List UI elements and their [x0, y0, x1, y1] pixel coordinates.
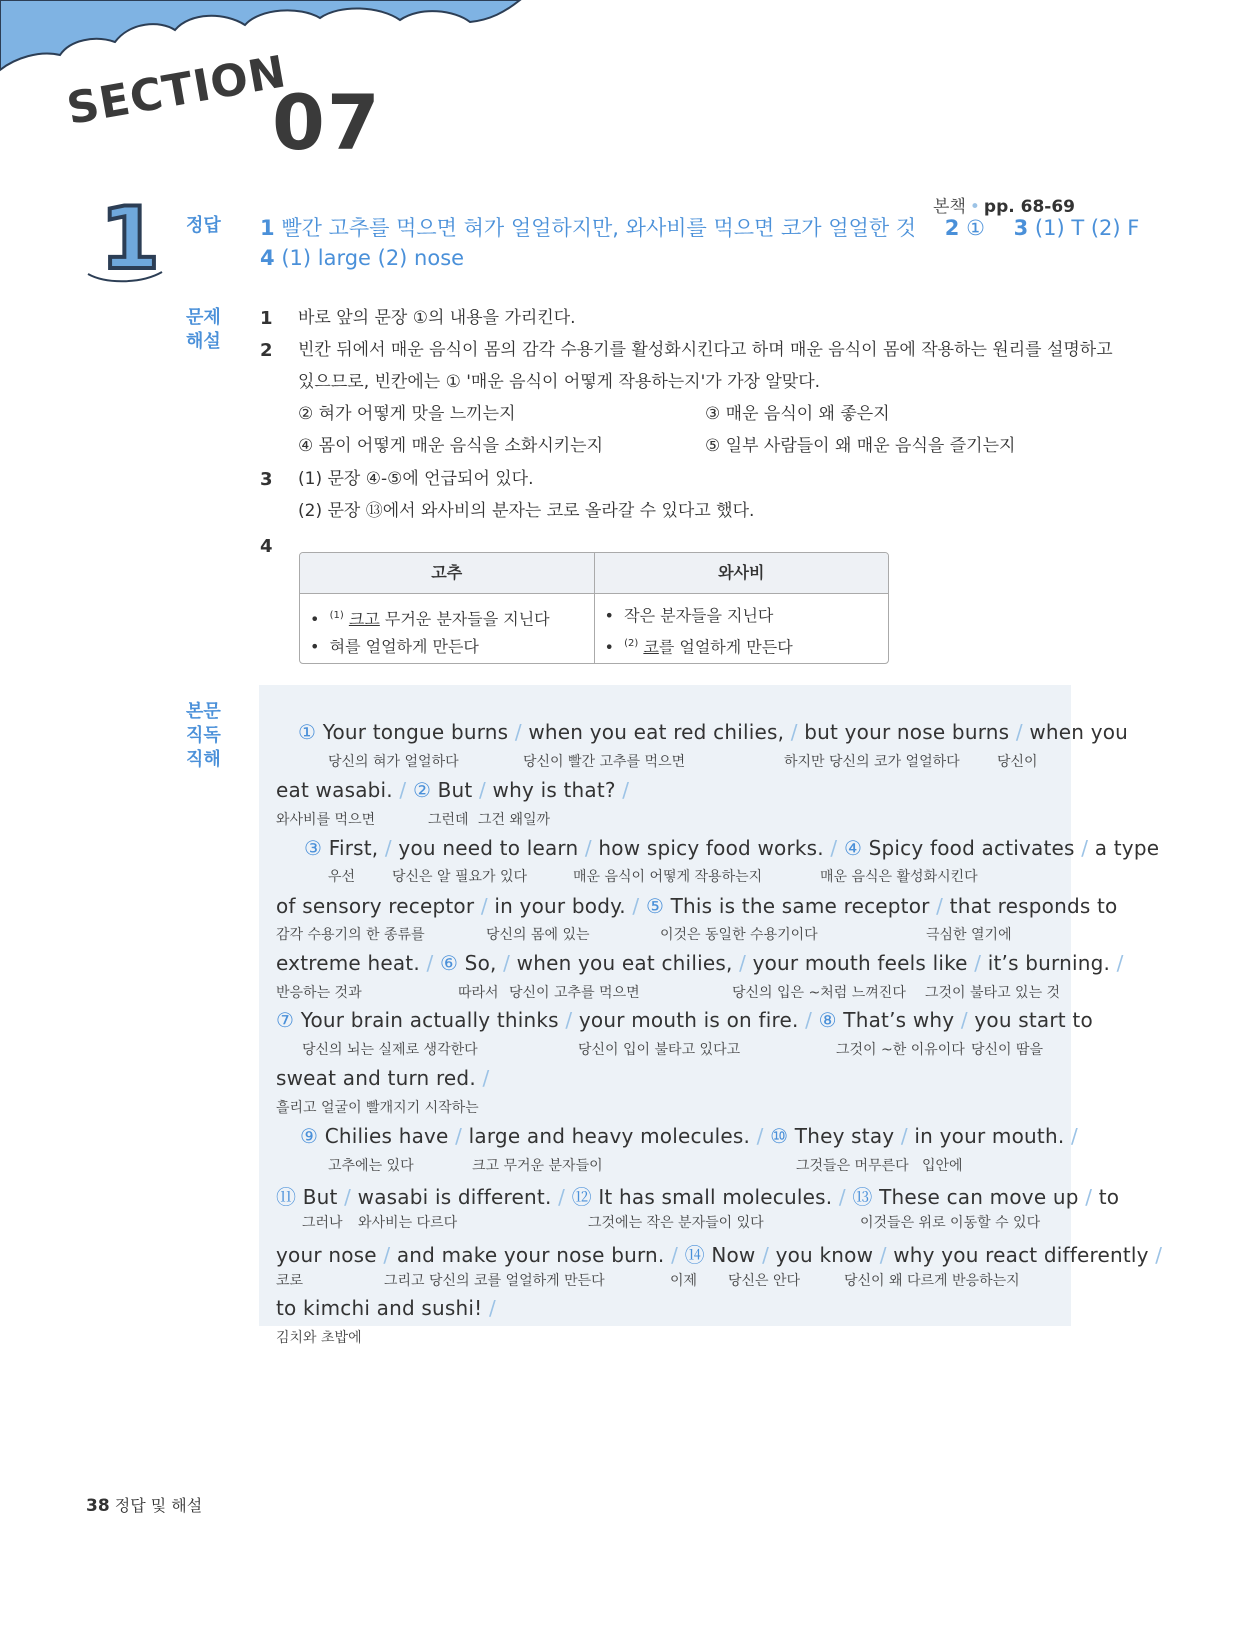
section-number: 07 [272, 78, 382, 167]
explanation-2-number: 2 [260, 340, 273, 361]
gloss-4c: 이것은 동일한 수용기이다 [660, 927, 818, 943]
answer-line-2: 4 (1) large (2) nose [260, 246, 465, 270]
explanation-3-line-1: (1) 문장 ④-⑤에 언급되어 있다. [298, 469, 534, 489]
gloss-2c: 그건 왜일까 [478, 812, 551, 828]
reading-line-11: to kimchi and sushi! / [276, 1296, 496, 1320]
gloss-4b: 당신의 몸에 있는 [486, 927, 590, 943]
gloss-3c: 매운 음식이 어떻게 작용하는지 [573, 869, 763, 885]
table-cell-chili: • $^{(1)}$ 크고 무거운 분자들을 지닌다 • 혀를 얼얼하게 만든다 [300, 594, 595, 664]
gloss-5e: 그것이 불타고 있는 것 [925, 985, 1061, 1001]
gloss-8d: 입안에 [922, 1158, 963, 1174]
option-5: ⑤ 일부 사람들이 왜 매운 음식을 즐기는지 [705, 436, 1016, 456]
gloss-5b: 따라서 [458, 985, 499, 1001]
explanation-3-number: 3 [260, 469, 273, 490]
comparison-table [299, 552, 889, 664]
reading-line-1: ① Your tongue burns / when you eat red chilies, / but your nose burns / when you [298, 720, 1129, 744]
explanation-1: 바로 앞의 문장 ①의 내용을 가리킨다. [298, 308, 576, 328]
gloss-8a: 고추에는 있다 [328, 1158, 414, 1174]
table-cell-wasabi: • 작은 분자들을 지닌다 • $^{(2)}$ 코를 얼얼하게 만든다 [604, 606, 793, 657]
gloss-3a: 우선 [328, 869, 356, 885]
reading-line-9: ⑪ But / wasabi is different. / ⑫ It has small molecules. / ⑬ These can move up / to [276, 1185, 1120, 1209]
explanation-4-number: 4 [260, 536, 273, 557]
gloss-1a: 당신의 혀가 얼얼하다 [328, 754, 459, 770]
answer-line-1: 1 빨간 고추를 먹으면 혀가 얼얼하지만, 와사비를 먹으면 코가 얼얼한 것 2 ① 3 (1) T (2) F [260, 216, 1140, 240]
gloss-1d: 당신이 [997, 754, 1038, 770]
page-footer: 38 정답 및 해설 [86, 1496, 203, 1516]
reading-line-10: your nose / and make your nose burn. / ⑭ Now / you know / why you react differently / [276, 1243, 1163, 1267]
gloss-2a: 와사비를 먹으면 [276, 812, 376, 828]
gloss-3b: 당신은 알 필요가 있다 [392, 869, 528, 885]
gloss-8b: 크고 무거운 분자들이 [472, 1158, 603, 1174]
gloss-1b: 당신이 빨간 고추를 먹으면 [523, 754, 686, 770]
page-reference: 본책 • pp. 68-69 [933, 197, 1075, 217]
option-3: ③ 매운 음식이 왜 좋은지 [705, 404, 890, 424]
gloss-10d: 당신은 안다 [728, 1273, 801, 1289]
gloss-10c: 이제 [670, 1273, 698, 1289]
gloss-9d: 이것들은 위로 이동할 수 있다 [860, 1215, 1041, 1231]
gloss-6a: 당신의 뇌는 실제로 생각한다 [302, 1042, 478, 1058]
explanation-1-number: 1 [260, 308, 273, 329]
reading-line-5: extreme heat. / ⑥ So, / when you eat chilies, / your mouth feels like / it’s burning. / [276, 951, 1124, 975]
gloss-1c: 하지만 당신의 코가 얼얼하다 [784, 754, 960, 770]
answer-label: 정답 [186, 215, 221, 236]
gloss-4a: 감각 수용기의 한 종류를 [276, 927, 425, 943]
gloss-9a: 그러나 [302, 1215, 343, 1231]
reading-label: 본문 직독 직해 [186, 701, 221, 770]
explanation-2-line-1: 빈칸 뒤에서 매운 음식이 몸의 감각 수용기를 활성화시킨다고 하며 매운 음식이 몸에 작용하는 원리를 설명하고 [298, 340, 1113, 360]
item-number-underline [86, 266, 166, 286]
reading-line-7: sweat and turn red. / [276, 1066, 490, 1090]
gloss-11a: 김치와 초밥에 [276, 1330, 362, 1346]
gloss-6d: 당신이 땀을 [971, 1042, 1044, 1058]
item-number: 1 [100, 189, 160, 289]
explanation-3-line-2: (2) 문장 ⑬에서 와사비의 분자는 코로 올라갈 수 있다고 했다. [298, 501, 755, 521]
gloss-9c: 그것에는 작은 분자들이 있다 [588, 1215, 764, 1231]
reading-line-2: eat wasabi. / ② But / why is that? / [276, 778, 630, 802]
reading-line-6: ⑦ Your brain actually thinks / your mouth is on fire. / ⑧ That’s why / you start to [276, 1008, 1093, 1032]
option-2: ② 혀가 어떻게 맛을 느끼는지 [298, 404, 516, 424]
table-header-wasabi: 와사비 [718, 563, 765, 582]
gloss-3d: 매운 음식은 활성화시킨다 [820, 869, 978, 885]
gloss-4d: 극심한 열기에 [926, 927, 1012, 943]
gloss-7a: 흘리고 얼굴이 빨개지기 시작하는 [276, 1100, 479, 1116]
gloss-2b: 그런데 [428, 812, 469, 828]
section-word: SECTION [63, 46, 291, 135]
explanation-2-line-2: 있으므로, 빈칸에는 ① '매운 음식이 어떻게 작용하는지'가 가장 알맞다. [298, 372, 821, 392]
gloss-10a: 코로 [276, 1273, 304, 1289]
explanation-label: 문제 해설 [186, 307, 221, 352]
gloss-6b: 당신이 입이 불타고 있다고 [578, 1042, 741, 1058]
gloss-10e: 당신이 왜 다르게 반응하는지 [844, 1273, 1020, 1289]
gloss-10b: 그리고 당신의 코를 얼얼하게 만든다 [384, 1273, 605, 1289]
gloss-5a: 반응하는 것과 [276, 985, 362, 1001]
table-header-chili: 고추 [300, 553, 595, 593]
gloss-8c: 그것들은 머무른다 [796, 1158, 909, 1174]
gloss-6c: 그것이 ~한 이유이다 [836, 1042, 965, 1058]
reading-line-8: ⑨ Chilies have / large and heavy molecules. / ⑩ They stay / in your mouth. / [300, 1124, 1078, 1148]
option-4: ④ 몸이 어떻게 매운 음식을 소화시키는지 [298, 436, 604, 456]
gloss-5d: 당신의 입은 ~처럼 느껴진다 [732, 985, 906, 1001]
gloss-5c: 당신이 고추를 먹으면 [509, 985, 640, 1001]
gloss-9b: 와사비는 다르다 [358, 1215, 458, 1231]
reading-line-3: ③ First, / you need to learn / how spicy food works. / ④ Spicy food activates / a type [304, 836, 1160, 860]
reading-line-4: of sensory receptor / in your body. / ⑤ This is the same receptor / that responds to [276, 894, 1118, 918]
